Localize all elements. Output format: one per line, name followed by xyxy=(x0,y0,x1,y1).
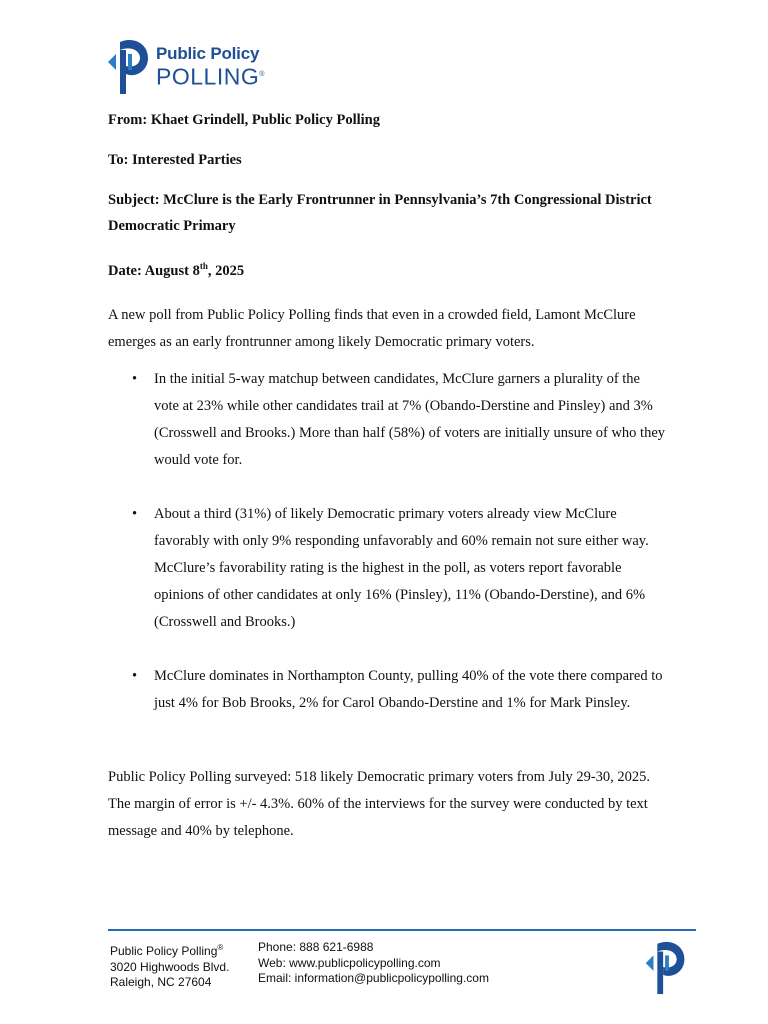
footer-street: 3020 Highwoods Blvd. xyxy=(110,959,230,974)
logo-line-1: Public Policy xyxy=(156,44,260,63)
date-ordinal: th xyxy=(199,261,208,271)
memo-from: From: Khaet Grindell, Public Policy Polling xyxy=(108,112,380,128)
list-item xyxy=(108,366,668,474)
bullet-icon: • xyxy=(132,371,138,387)
footer-phone: Phone: 888 621-6988 xyxy=(258,940,374,954)
footer-contact xyxy=(258,940,489,987)
footer-city: Raleigh, NC 27604 xyxy=(110,975,212,989)
memo-to: To: Interested Parties xyxy=(108,152,242,168)
footer-address xyxy=(110,940,229,991)
footer-company: Public Policy Polling® xyxy=(110,943,224,958)
company-logo xyxy=(106,36,266,96)
memo-subject: Subject: McClure is the Early Frontrunner in Pennsylvania’s 7th Congressional District Democratic Primary xyxy=(108,192,652,234)
finding-text: McClure dominates in Northampton County, pulling 40% of the vote there compared to just 4% for Bob Brooks, 2% for Carol Obando-Derstine and 1% for Mark Pinsley. xyxy=(154,668,663,711)
footer-logo-icon xyxy=(638,938,696,996)
bullet-icon: • xyxy=(132,668,138,684)
finding-text: In the initial 5-way matchup between candidates, McClure garners a plurality of the vote at 23% while other candidates trail at 7% (Obando-Derstine and Pinsley) and 3% (Crosswell and Brooks.) More than half (58%) of voters are initially unsure of who they would vote for. xyxy=(154,371,666,468)
list-item xyxy=(108,501,668,636)
logo-mark-icon xyxy=(106,36,154,96)
registered-mark: ® xyxy=(259,71,265,78)
methodology-paragraph: Public Policy Polling surveyed: 518 likely Democratic primary voters from July 29-30, 2025. The margin of error is +/- 4.3%. 60% of the interviews for the survey were conducted by text message and 40% by telephone. xyxy=(108,769,651,839)
bullet-icon: • xyxy=(132,506,138,522)
finding-text: About a third (31%) of likely Democratic primary voters already view McClure favorably with only 9% responding unfavorably and 60% remain not sure either way. McClure’s favorability rating is the highest in the poll, as voters report favorable opinions of other candidates at only 16% (Pinsley), 11% (Obando-Derstine), and 6% (Crosswell and Brooks.) xyxy=(154,506,649,630)
footer-email[interactable]: Email: information@publicpolicypolling.com xyxy=(258,971,489,985)
footer-web[interactable]: Web: www.publicpolicypolling.com xyxy=(258,955,441,970)
findings-list xyxy=(108,366,668,717)
logo-line-2: POLLING® xyxy=(156,63,265,90)
list-item xyxy=(108,663,668,717)
memo-date: Date: August 8th, 2025 xyxy=(108,261,245,279)
footer-divider xyxy=(108,929,696,931)
intro-paragraph: A new poll from Public Policy Polling finds that even in a crowded field, Lamont McClure emerges as an early frontrunner among likely Democratic primary voters. xyxy=(108,307,636,350)
